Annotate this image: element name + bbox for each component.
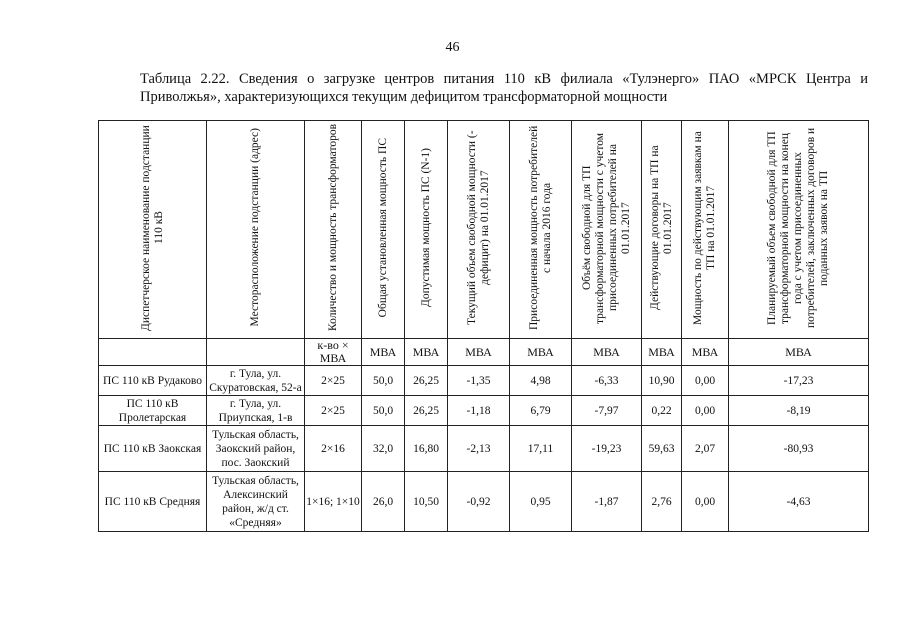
header-connected-power: Присоединенная мощность потребителей с начала 2016 года	[510, 121, 572, 339]
installed-cell: 26,0	[362, 472, 405, 532]
unit-cell: МВА	[642, 339, 682, 366]
page-number: 46	[445, 40, 460, 55]
header-row	[99, 121, 869, 339]
units-row	[99, 339, 869, 366]
caption-line-2: Приволжья», характеризующихся текущим дефицитом трансформаторной мощности	[140, 89, 668, 105]
unit-cell: МВА	[405, 339, 448, 366]
substation-name: ПС 110 кВ Заокская	[99, 426, 207, 472]
requests-cell: 0,00	[682, 366, 729, 396]
requests-cell: 2,07	[682, 426, 729, 472]
contracts-cell: 2,76	[642, 472, 682, 532]
data-table	[98, 120, 869, 532]
connected-cell: 6,79	[510, 396, 572, 426]
planned-cell: -4,63	[729, 472, 869, 532]
unit-cell: МВА	[510, 339, 572, 366]
current-cell: -2,13	[448, 426, 510, 472]
header-planned-power: Планируемый объем свободной для ТП трансформаторной мощности на конец года с учетом присоединенных потребителей, заключенных договоров и поданных заявок на ТП	[729, 121, 869, 339]
transformers-cell: 1×16; 1×10	[305, 472, 362, 532]
substation-address: г. Тула, ул. Скуратовская, 52-а	[207, 366, 305, 396]
header-free-power-for-tp: Объём свободной для ТП трансформаторной мощности с учетом присоединенных потребителей на 01.01.2017	[572, 121, 642, 339]
table-row	[99, 366, 869, 396]
unit-cell: МВА	[729, 339, 869, 366]
current-cell: -0,92	[448, 472, 510, 532]
installed-cell: 32,0	[362, 426, 405, 472]
unit-cell: МВА	[362, 339, 405, 366]
units-spacer	[99, 339, 207, 366]
allowed-cell: 16,80	[405, 426, 448, 472]
table-row	[99, 426, 869, 472]
allowed-cell: 26,25	[405, 366, 448, 396]
header-transformers: Количество и мощность трансформаторов	[305, 121, 362, 339]
free-cell: -1,87	[572, 472, 642, 532]
installed-cell: 50,0	[362, 366, 405, 396]
connected-cell: 4,98	[510, 366, 572, 396]
unit-cell: МВА	[682, 339, 729, 366]
unit-cell: МВА	[448, 339, 510, 366]
header-address: Месторасположение подстанции (адрес)	[207, 121, 305, 339]
free-cell: -19,23	[572, 426, 642, 472]
current-cell: -1,35	[448, 366, 510, 396]
table-caption	[140, 70, 868, 106]
transformers-cell: 2×25	[305, 396, 362, 426]
caption-line-1: Таблица 2.22. Сведения о загрузке центров питания 110 кВ филиала «Тулэнерго» ПАО «МРСК Центра и	[140, 71, 868, 87]
requests-cell: 0,00	[682, 396, 729, 426]
header-allowed-power: Допустимая мощность ПС (N-1)	[405, 121, 448, 339]
allowed-cell: 26,25	[405, 396, 448, 426]
planned-cell: -17,23	[729, 366, 869, 396]
substation-name: ПС 110 кВ Рудаково	[99, 366, 207, 396]
unit-cell: МВА	[572, 339, 642, 366]
header-installed-power: Общая установленная мощность ПС	[362, 121, 405, 339]
header-dispatch-name: Диспетчерское наименование подстанции 110 кВ	[99, 121, 207, 339]
connected-cell: 17,11	[510, 426, 572, 472]
connected-cell: 0,95	[510, 472, 572, 532]
free-cell: -7,97	[572, 396, 642, 426]
substation-address: Тульская область, Алексинский район, ж/д ст. «Средняя»	[207, 472, 305, 532]
planned-cell: -80,93	[729, 426, 869, 472]
contracts-cell: 0,22	[642, 396, 682, 426]
contracts-cell: 59,63	[642, 426, 682, 472]
substation-name: ПС 110 кВ Пролетарская	[99, 396, 207, 426]
unit-cell: к-во × МВА	[305, 339, 362, 366]
table-row	[99, 472, 869, 532]
substation-name: ПС 110 кВ Средняя	[99, 472, 207, 532]
header-contracts: Действующие договоры на ТП на 01.01.2017	[642, 121, 682, 339]
free-cell: -6,33	[572, 366, 642, 396]
substation-address: Тульская область, Заокский район, пос. Заокский	[207, 426, 305, 472]
requests-cell: 0,00	[682, 472, 729, 532]
substation-address: г. Тула, ул. Приупская, 1-в	[207, 396, 305, 426]
installed-cell: 50,0	[362, 396, 405, 426]
allowed-cell: 10,50	[405, 472, 448, 532]
current-cell: -1,18	[448, 396, 510, 426]
header-requests: Мощность по действующим заявкам на ТП на 01.01.2017	[682, 121, 729, 339]
planned-cell: -8,19	[729, 396, 869, 426]
contracts-cell: 10,90	[642, 366, 682, 396]
transformers-cell: 2×16	[305, 426, 362, 472]
table-row	[99, 396, 869, 426]
units-spacer	[207, 339, 305, 366]
transformers-cell: 2×25	[305, 366, 362, 396]
header-current-free-power: Текущий объем свободной мощности (- дефицит) на 01.01.2017	[448, 121, 510, 339]
